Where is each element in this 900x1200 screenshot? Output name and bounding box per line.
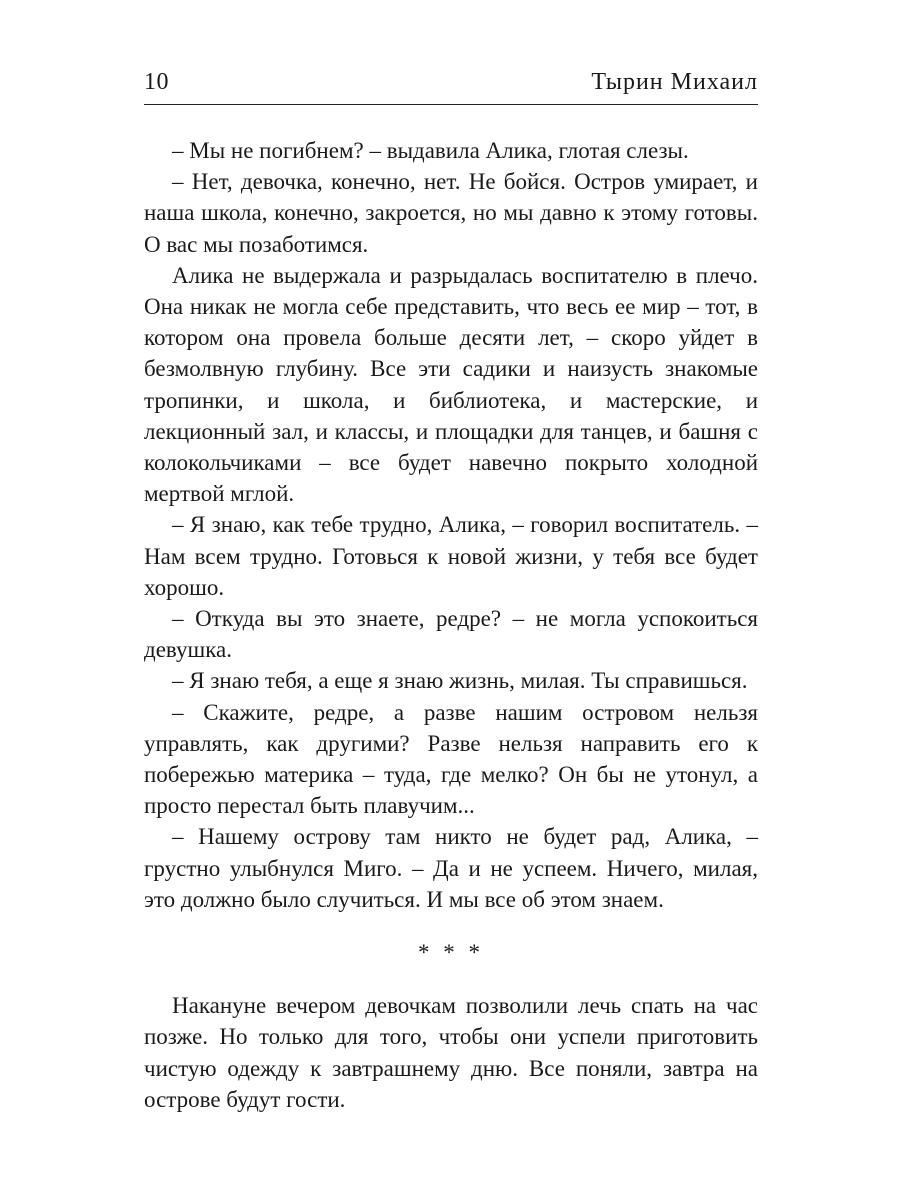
paragraph: – Я знаю тебя, а еще я знаю жизнь, милая. Ты справишься. (172, 668, 748, 694)
paragraph: – Нашему острову там никто не будет рад, Алика, – грустно улыбнулся Миго. – Да и не успеем. Ничего, милая, это должно было случиться. И мы все об этом знаем. (144, 824, 758, 912)
paragraph: – Скажите, редре, а разве нашим островом нельзя управлять, как другими? Разве нельзя направить его к побережью материка – туда, где мелко? Он бы не утонул, а просто перестал быть плавучим... (144, 699, 758, 819)
section-separator: * * * (418, 940, 484, 966)
paragraph: Алика не выдержала и разрыдалась воспитателю в плечо. Она никак не могла себе представить, что весь ее мир – тот, в котором она провела больше десяти лет, – скоро уйдет в безмолвную глубину. Все эти садики и наизусть знакомые тропинки, и школа, и библиотека, и мастерские, и лекционный зал, и классы, и площадки для танцев, и башня с колокольчиками – все будет навечно покрыто холодной мертвой мглой. (144, 262, 758, 507)
paragraph: – Мы не погибнем? – выдавила Алика, глотая слезы. (172, 138, 689, 163)
paragraph: Накануне вечером девочкам позволили лечь спать на час позже. Но только для того, чтобы они успели приготовить чистую одежду к завтрашнему дню. Все поняли, завтра на острове будут гости. (144, 993, 758, 1112)
book-page (144, 66, 758, 1115)
running-head (144, 66, 758, 105)
running-title-author: Тырин Михаил (591, 69, 758, 95)
page-number: 10 (144, 69, 169, 95)
paragraph: – Откуда вы это знаете, редре? – не могла успокоиться девушка. (144, 606, 758, 663)
paragraph: – Я знаю, как тебе трудно, Алика, – говорил воспитатель. – Нам всем трудно. Готовься к новой жизни, у тебя все будет хорошо. (144, 512, 758, 600)
body-text (144, 135, 758, 1115)
paragraph: – Нет, девочка, конечно, нет. Не бойся. Остров умирает, и наша школа, конечно, закроется, но мы давно к этому готовы. О вас мы позаботимся. (144, 169, 758, 257)
